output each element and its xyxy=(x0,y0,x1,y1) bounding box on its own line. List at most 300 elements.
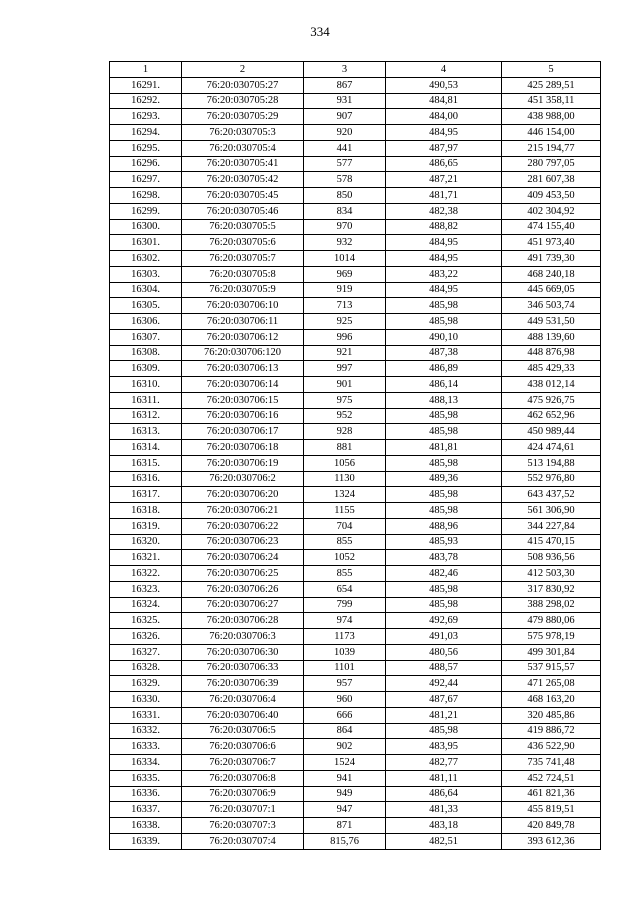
rate-cell: 492,69 xyxy=(386,613,502,629)
row-number-cell: 16291. xyxy=(110,77,182,93)
area-cell: 578 xyxy=(304,172,386,188)
row-number-cell: 16320. xyxy=(110,534,182,550)
table-row xyxy=(110,125,601,141)
row-number-cell: 16339. xyxy=(110,833,182,849)
row-number-cell: 16322. xyxy=(110,566,182,582)
area-cell: 975 xyxy=(304,392,386,408)
area-cell: 952 xyxy=(304,408,386,424)
cadastral-number-cell: 76:20:030705:8 xyxy=(182,266,304,282)
area-cell: 850 xyxy=(304,188,386,204)
value-cell: 451 973,40 xyxy=(502,235,601,251)
value-cell: 552 976,80 xyxy=(502,471,601,487)
row-number-cell: 16318. xyxy=(110,503,182,519)
cadastral-number-cell: 76:20:030705:6 xyxy=(182,235,304,251)
area-cell: 1056 xyxy=(304,455,386,471)
value-cell: 409 453,50 xyxy=(502,188,601,204)
table-row xyxy=(110,503,601,519)
row-number-cell: 16336. xyxy=(110,786,182,802)
value-cell: 317 830,92 xyxy=(502,581,601,597)
table-row xyxy=(110,314,601,330)
row-number-cell: 16295. xyxy=(110,140,182,156)
value-cell: 419 886,72 xyxy=(502,723,601,739)
cadastral-number-cell: 76:20:030705:45 xyxy=(182,188,304,204)
rate-cell: 481,81 xyxy=(386,440,502,456)
row-number-cell: 16294. xyxy=(110,125,182,141)
row-number-cell: 16312. xyxy=(110,408,182,424)
value-cell: 420 849,78 xyxy=(502,818,601,834)
area-cell: 949 xyxy=(304,786,386,802)
area-cell: 1173 xyxy=(304,629,386,645)
area-cell: 902 xyxy=(304,739,386,755)
table-row xyxy=(110,93,601,109)
cadastral-number-cell: 76:20:030707:3 xyxy=(182,818,304,834)
rate-cell: 487,67 xyxy=(386,692,502,708)
cadastral-number-cell: 76:20:030706:39 xyxy=(182,676,304,692)
area-cell: 654 xyxy=(304,581,386,597)
table-row xyxy=(110,392,601,408)
row-number-cell: 16298. xyxy=(110,188,182,204)
area-cell: 704 xyxy=(304,518,386,534)
table-row xyxy=(110,739,601,755)
table-row xyxy=(110,109,601,125)
table-row xyxy=(110,707,601,723)
row-number-cell: 16313. xyxy=(110,424,182,440)
table-row xyxy=(110,203,601,219)
value-cell: 468 240,18 xyxy=(502,266,601,282)
table-row xyxy=(110,188,601,204)
rate-cell: 485,98 xyxy=(386,314,502,330)
area-cell: 925 xyxy=(304,314,386,330)
table-body xyxy=(110,77,601,849)
value-cell: 448 876,98 xyxy=(502,345,601,361)
rate-cell: 485,98 xyxy=(386,503,502,519)
rate-cell: 486,14 xyxy=(386,377,502,393)
cadastral-number-cell: 76:20:030705:41 xyxy=(182,156,304,172)
area-cell: 921 xyxy=(304,345,386,361)
area-cell: 907 xyxy=(304,109,386,125)
area-cell: 970 xyxy=(304,219,386,235)
cadastral-number-cell: 76:20:030706:6 xyxy=(182,739,304,755)
cadastral-number-cell: 76:20:030706:26 xyxy=(182,581,304,597)
table-row xyxy=(110,629,601,645)
table-row xyxy=(110,833,601,849)
table-row xyxy=(110,566,601,582)
row-number-cell: 16323. xyxy=(110,581,182,597)
value-cell: 393 612,36 xyxy=(502,833,601,849)
value-cell: 402 304,92 xyxy=(502,203,601,219)
cadastral-number-cell: 76:20:030706:120 xyxy=(182,345,304,361)
table-row xyxy=(110,786,601,802)
rate-cell: 483,95 xyxy=(386,739,502,755)
rate-cell: 485,98 xyxy=(386,424,502,440)
cadastral-number-cell: 76:20:030706:17 xyxy=(182,424,304,440)
area-cell: 867 xyxy=(304,77,386,93)
cadastral-number-cell: 76:20:030705:46 xyxy=(182,203,304,219)
table-row xyxy=(110,172,601,188)
area-cell: 855 xyxy=(304,534,386,550)
rate-cell: 492,44 xyxy=(386,676,502,692)
area-cell: 1524 xyxy=(304,755,386,771)
cadastral-number-cell: 76:20:030706:21 xyxy=(182,503,304,519)
row-number-cell: 16331. xyxy=(110,707,182,723)
area-cell: 1052 xyxy=(304,550,386,566)
table-row xyxy=(110,440,601,456)
table-row xyxy=(110,329,601,345)
rate-cell: 485,98 xyxy=(386,581,502,597)
rate-cell: 481,71 xyxy=(386,188,502,204)
table-row xyxy=(110,282,601,298)
area-cell: 997 xyxy=(304,361,386,377)
value-cell: 462 652,96 xyxy=(502,408,601,424)
row-number-cell: 16319. xyxy=(110,518,182,534)
row-number-cell: 16316. xyxy=(110,471,182,487)
table-row xyxy=(110,219,601,235)
cadastral-number-cell: 76:20:030706:28 xyxy=(182,613,304,629)
cadastral-number-cell: 76:20:030705:7 xyxy=(182,251,304,267)
area-cell: 1130 xyxy=(304,471,386,487)
value-cell: 449 531,50 xyxy=(502,314,601,330)
area-cell: 957 xyxy=(304,676,386,692)
cadastral-number-cell: 76:20:030706:20 xyxy=(182,487,304,503)
area-cell: 864 xyxy=(304,723,386,739)
row-number-cell: 16328. xyxy=(110,660,182,676)
cadastral-number-cell: 76:20:030705:4 xyxy=(182,140,304,156)
value-cell: 388 298,02 xyxy=(502,597,601,613)
page-number: 334 xyxy=(310,24,330,39)
rate-cell: 481,21 xyxy=(386,707,502,723)
cadastral-number-cell: 76:20:030706:8 xyxy=(182,770,304,786)
cadastral-number-cell: 76:20:030705:29 xyxy=(182,109,304,125)
value-cell: 575 978,19 xyxy=(502,629,601,645)
value-cell: 561 306,90 xyxy=(502,503,601,519)
cadastral-number-cell: 76:20:030706:4 xyxy=(182,692,304,708)
value-cell: 474 155,40 xyxy=(502,219,601,235)
cadastral-number-cell: 76:20:030706:27 xyxy=(182,597,304,613)
table-row xyxy=(110,723,601,739)
row-number-cell: 16330. xyxy=(110,692,182,708)
value-cell: 461 821,36 xyxy=(502,786,601,802)
cadastral-number-cell: 76:20:030706:13 xyxy=(182,361,304,377)
cadastral-number-cell: 76:20:030706:2 xyxy=(182,471,304,487)
value-cell: 438 012,14 xyxy=(502,377,601,393)
area-cell: 941 xyxy=(304,770,386,786)
column-header: 2 xyxy=(182,62,304,78)
cadastral-number-cell: 76:20:030706:22 xyxy=(182,518,304,534)
value-cell: 455 819,51 xyxy=(502,802,601,818)
table-row xyxy=(110,361,601,377)
rate-cell: 485,98 xyxy=(386,597,502,613)
row-number-cell: 16303. xyxy=(110,266,182,282)
value-cell: 281 607,38 xyxy=(502,172,601,188)
rate-cell: 483,18 xyxy=(386,818,502,834)
cadastral-number-cell: 76:20:030706:16 xyxy=(182,408,304,424)
table-row xyxy=(110,692,601,708)
rate-cell: 483,22 xyxy=(386,266,502,282)
row-number-cell: 16304. xyxy=(110,282,182,298)
table-row xyxy=(110,345,601,361)
area-cell: 919 xyxy=(304,282,386,298)
value-cell: 735 741,48 xyxy=(502,755,601,771)
table-row xyxy=(110,77,601,93)
table-row xyxy=(110,156,601,172)
rate-cell: 486,65 xyxy=(386,156,502,172)
area-cell: 996 xyxy=(304,329,386,345)
row-number-cell: 16333. xyxy=(110,739,182,755)
rate-cell: 484,95 xyxy=(386,125,502,141)
cadastral-number-cell: 76:20:030706:9 xyxy=(182,786,304,802)
value-cell: 450 989,44 xyxy=(502,424,601,440)
table-row xyxy=(110,613,601,629)
row-number-cell: 16334. xyxy=(110,755,182,771)
column-header: 3 xyxy=(304,62,386,78)
rate-cell: 482,46 xyxy=(386,566,502,582)
row-number-cell: 16317. xyxy=(110,487,182,503)
rate-cell: 485,98 xyxy=(386,723,502,739)
cadastral-number-cell: 76:20:030706:10 xyxy=(182,298,304,314)
cadastral-number-cell: 76:20:030705:5 xyxy=(182,219,304,235)
rate-cell: 488,96 xyxy=(386,518,502,534)
row-number-cell: 16308. xyxy=(110,345,182,361)
value-cell: 643 437,52 xyxy=(502,487,601,503)
area-cell: 855 xyxy=(304,566,386,582)
row-number-cell: 16301. xyxy=(110,235,182,251)
area-cell: 1324 xyxy=(304,487,386,503)
cadastral-number-cell: 76:20:030705:9 xyxy=(182,282,304,298)
column-header: 5 xyxy=(502,62,601,78)
row-number-cell: 16307. xyxy=(110,329,182,345)
row-number-cell: 16310. xyxy=(110,377,182,393)
row-number-cell: 16306. xyxy=(110,314,182,330)
value-cell: 438 988,00 xyxy=(502,109,601,125)
row-number-cell: 16338. xyxy=(110,818,182,834)
value-cell: 471 265,08 xyxy=(502,676,601,692)
row-number-cell: 16300. xyxy=(110,219,182,235)
area-cell: 666 xyxy=(304,707,386,723)
cadastral-number-cell: 76:20:030706:23 xyxy=(182,534,304,550)
table-row xyxy=(110,597,601,613)
table-row xyxy=(110,660,601,676)
value-cell: 424 474,61 xyxy=(502,440,601,456)
area-cell: 713 xyxy=(304,298,386,314)
value-cell: 215 194,77 xyxy=(502,140,601,156)
row-number-cell: 16325. xyxy=(110,613,182,629)
area-cell: 969 xyxy=(304,266,386,282)
value-cell: 468 163,20 xyxy=(502,692,601,708)
rate-cell: 482,38 xyxy=(386,203,502,219)
table-row xyxy=(110,487,601,503)
rate-cell: 482,77 xyxy=(386,755,502,771)
cadastral-number-cell: 76:20:030706:19 xyxy=(182,455,304,471)
table-row xyxy=(110,534,601,550)
area-cell: 815,76 xyxy=(304,833,386,849)
row-number-cell: 16299. xyxy=(110,203,182,219)
rate-cell: 481,33 xyxy=(386,802,502,818)
row-number-cell: 16302. xyxy=(110,251,182,267)
row-number-cell: 16326. xyxy=(110,629,182,645)
table-row xyxy=(110,408,601,424)
table-row xyxy=(110,802,601,818)
value-cell: 537 915,57 xyxy=(502,660,601,676)
rate-cell: 483,78 xyxy=(386,550,502,566)
rate-cell: 480,56 xyxy=(386,644,502,660)
area-cell: 932 xyxy=(304,235,386,251)
cadastral-number-cell: 76:20:030705:3 xyxy=(182,125,304,141)
table-row xyxy=(110,140,601,156)
cadastral-number-cell: 76:20:030707:4 xyxy=(182,833,304,849)
rate-cell: 486,89 xyxy=(386,361,502,377)
rate-cell: 484,95 xyxy=(386,235,502,251)
cadastral-number-cell: 76:20:030705:28 xyxy=(182,93,304,109)
rate-cell: 487,38 xyxy=(386,345,502,361)
rate-cell: 485,98 xyxy=(386,298,502,314)
rate-cell: 490,10 xyxy=(386,329,502,345)
rate-cell: 485,98 xyxy=(386,408,502,424)
cadastral-number-cell: 76:20:030706:7 xyxy=(182,755,304,771)
area-cell: 1014 xyxy=(304,251,386,267)
rate-cell: 482,51 xyxy=(386,833,502,849)
value-cell: 320 485,86 xyxy=(502,707,601,723)
value-cell: 412 503,30 xyxy=(502,566,601,582)
rate-cell: 491,03 xyxy=(386,629,502,645)
column-header: 1 xyxy=(110,62,182,78)
cadastral-number-cell: 76:20:030706:15 xyxy=(182,392,304,408)
area-cell: 1101 xyxy=(304,660,386,676)
table-row xyxy=(110,755,601,771)
rate-cell: 484,81 xyxy=(386,93,502,109)
cadastral-number-cell: 76:20:030706:18 xyxy=(182,440,304,456)
value-cell: 346 503,74 xyxy=(502,298,601,314)
rate-cell: 488,82 xyxy=(386,219,502,235)
value-cell: 508 936,56 xyxy=(502,550,601,566)
cadastral-number-cell: 76:20:030705:27 xyxy=(182,77,304,93)
cadastral-number-cell: 76:20:030706:33 xyxy=(182,660,304,676)
rate-cell: 485,98 xyxy=(386,487,502,503)
cadastral-number-cell: 76:20:030706:12 xyxy=(182,329,304,345)
rate-cell: 487,97 xyxy=(386,140,502,156)
table-row xyxy=(110,471,601,487)
table-row xyxy=(110,581,601,597)
area-cell: 577 xyxy=(304,156,386,172)
value-cell: 513 194,88 xyxy=(502,455,601,471)
table-row xyxy=(110,676,601,692)
rate-cell: 489,36 xyxy=(386,471,502,487)
table-row xyxy=(110,266,601,282)
rate-cell: 488,57 xyxy=(386,660,502,676)
cadastral-number-cell: 76:20:030706:5 xyxy=(182,723,304,739)
rate-cell: 485,98 xyxy=(386,455,502,471)
row-number-cell: 16296. xyxy=(110,156,182,172)
row-number-cell: 16324. xyxy=(110,597,182,613)
cadastral-number-cell: 76:20:030706:25 xyxy=(182,566,304,582)
table-row xyxy=(110,644,601,660)
value-cell: 488 139,60 xyxy=(502,329,601,345)
row-number-cell: 16309. xyxy=(110,361,182,377)
value-cell: 451 358,11 xyxy=(502,93,601,109)
rate-cell: 484,00 xyxy=(386,109,502,125)
column-header: 4 xyxy=(386,62,502,78)
table-row xyxy=(110,770,601,786)
table-row xyxy=(110,550,601,566)
rate-cell: 485,93 xyxy=(386,534,502,550)
value-cell: 445 669,05 xyxy=(502,282,601,298)
area-cell: 1039 xyxy=(304,644,386,660)
area-cell: 881 xyxy=(304,440,386,456)
rate-cell: 486,64 xyxy=(386,786,502,802)
row-number-cell: 16327. xyxy=(110,644,182,660)
table-row xyxy=(110,818,601,834)
table-row xyxy=(110,424,601,440)
row-number-cell: 16292. xyxy=(110,93,182,109)
value-cell: 479 880,06 xyxy=(502,613,601,629)
cadastral-number-cell: 76:20:030706:40 xyxy=(182,707,304,723)
row-number-cell: 16293. xyxy=(110,109,182,125)
area-cell: 799 xyxy=(304,597,386,613)
area-cell: 834 xyxy=(304,203,386,219)
value-cell: 280 797,05 xyxy=(502,156,601,172)
rate-cell: 488,13 xyxy=(386,392,502,408)
area-cell: 974 xyxy=(304,613,386,629)
area-cell: 1155 xyxy=(304,503,386,519)
rate-cell: 484,95 xyxy=(386,251,502,267)
value-cell: 485 429,33 xyxy=(502,361,601,377)
value-cell: 499 301,84 xyxy=(502,644,601,660)
area-cell: 920 xyxy=(304,125,386,141)
value-cell: 491 739,30 xyxy=(502,251,601,267)
row-number-cell: 16332. xyxy=(110,723,182,739)
table-row xyxy=(110,298,601,314)
row-number-cell: 16314. xyxy=(110,440,182,456)
area-cell: 947 xyxy=(304,802,386,818)
value-cell: 452 724,51 xyxy=(502,770,601,786)
row-number-cell: 16321. xyxy=(110,550,182,566)
value-cell: 344 227,84 xyxy=(502,518,601,534)
area-cell: 441 xyxy=(304,140,386,156)
cadastral-number-cell: 76:20:030706:11 xyxy=(182,314,304,330)
cadastral-number-cell: 76:20:030706:3 xyxy=(182,629,304,645)
area-cell: 931 xyxy=(304,93,386,109)
area-cell: 960 xyxy=(304,692,386,708)
value-cell: 475 926,75 xyxy=(502,392,601,408)
table-row xyxy=(110,518,601,534)
area-cell: 928 xyxy=(304,424,386,440)
cadastral-number-cell: 76:20:030705:42 xyxy=(182,172,304,188)
cadastral-number-cell: 76:20:030706:14 xyxy=(182,377,304,393)
rate-cell: 490,53 xyxy=(386,77,502,93)
row-number-cell: 16315. xyxy=(110,455,182,471)
value-cell: 425 289,51 xyxy=(502,77,601,93)
cadastral-number-cell: 76:20:030706:24 xyxy=(182,550,304,566)
row-number-cell: 16335. xyxy=(110,770,182,786)
value-cell: 446 154,00 xyxy=(502,125,601,141)
value-cell: 436 522,90 xyxy=(502,739,601,755)
table-header-row xyxy=(110,62,601,78)
area-cell: 901 xyxy=(304,377,386,393)
table-row xyxy=(110,455,601,471)
row-number-cell: 16297. xyxy=(110,172,182,188)
row-number-cell: 16305. xyxy=(110,298,182,314)
table-row xyxy=(110,251,601,267)
table-row xyxy=(110,377,601,393)
table-row xyxy=(110,235,601,251)
row-number-cell: 16329. xyxy=(110,676,182,692)
row-number-cell: 16311. xyxy=(110,392,182,408)
rate-cell: 484,95 xyxy=(386,282,502,298)
cadastral-number-cell: 76:20:030707:1 xyxy=(182,802,304,818)
cadastral-number-cell: 76:20:030706:30 xyxy=(182,644,304,660)
value-cell: 415 470,15 xyxy=(502,534,601,550)
data-table xyxy=(109,61,601,850)
area-cell: 871 xyxy=(304,818,386,834)
